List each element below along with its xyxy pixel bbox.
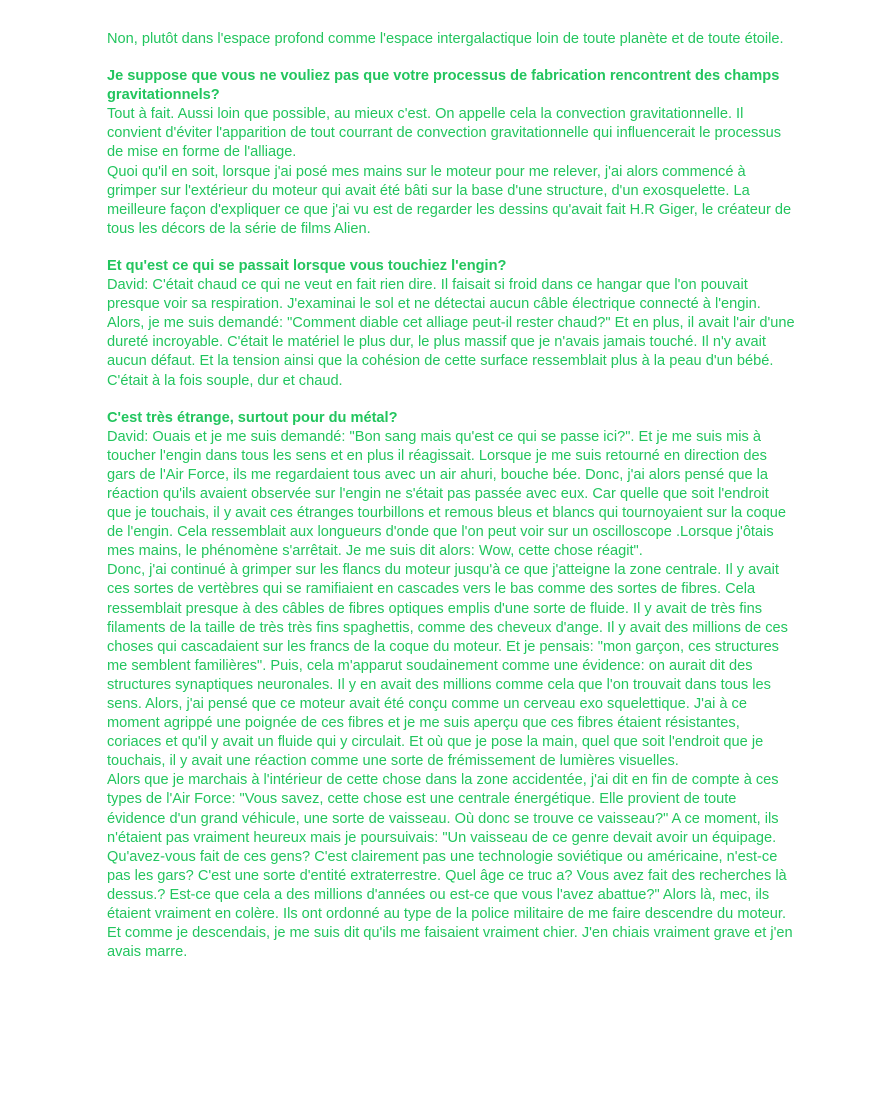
answer-paragraph: Quoi qu'il en soit, lorsque j'ai posé mes mains sur le moteur pour me relever, j'ai alors commencé à grimper sur l'extérieur du moteur qui avait été bâti sur la base d'une structure, d'un exosquelette. La meilleure façon d'expliquer ce que j'ai vu est de regarder les dessins qu'avait fait H.R Giger, le créateur de tous les décors de la série de films Alien. (107, 163, 792, 237)
question-heading: C'est très étrange, surtout pour du métal? (107, 409, 398, 426)
question-heading: Et qu'est ce qui se passait lorsque vous touchiez l'engin? (107, 257, 507, 274)
spacer (107, 49, 797, 67)
answer-paragraph: David: C'était chaud ce qui ne veut en fait rien dire. Il faisait si froid dans ce hangar que l'on pouvait presque voir sa respiration. J'examinai le sol et ne détectai aucun câble électrique connecté à l'engin. Alors, je me suis demandé: "Comment diable cet alliage peut-il rester chaud?" Et en plus, il avait l'air d'une dureté incroyable. C'était le matériel le plus dur, le plus massif que je n'avais jamais touché. Il n'y avait aucun défaut. Et la tension ainsi que la cohésion de cette surface ressemblait plus à la peau d'un bébé. C'était à la fois souple, dur et chaud. (107, 277, 795, 389)
document-page (107, 30, 797, 962)
intro-paragraph: Non, plutôt dans l'espace profond comme l'espace intergalactique loin de toute planète et de toute étoile. (107, 31, 784, 47)
answer-paragraph: Donc, j'ai continué à grimper sur les flancs du moteur jusqu'à ce que j'atteigne la zone centrale. Il y avait ces sortes de vertèbres qui se ramifiaient en cascades vers le bas comme des sortes de fibres. Cela ressemblait presque à des câbles de fibres optiques emplis d'une sorte de fluide. Il y avait de très fins filaments de la taille de très très fins spaghettis, comme des cheveux d'ange. Il y avait des millions de ces choses qui cascadaient sur les francs de la coque du moteur. Et je pensais: "mon garçon, ces structures me semblent familières". Puis, cela m'apparut soudainement comme une évidence: on aurait dit des structures synaptiques neuronales. Il y en avait des millions comme cela que l'on trouvait dans tous les sens. Alors, j'ai pensé que ce moteur avait été conçu comme un cerveau exo squelettique. J'ai à ce moment agrippé une poignée de ces fibres et je me suis aperçu que ces fibres étaient résistantes, coriaces et qu'il y avait un fluide qui y circulait. Et où que je pose la main, quel que soit l'endroit que je touchais, il y avait une réaction comme une sorte de frémissement de lumières visuelles. (107, 562, 788, 770)
spacer (107, 391, 797, 409)
answer-paragraph: Tout à fait. Aussi loin que possible, au mieux c'est. On appelle cela la convection gravitationnelle. Il convient d'éviter l'apparition de tout courrant de convection gravitationnelle qui influencerait le processus de mise en forme de l'alliage. (107, 106, 782, 161)
answer-paragraph: David: Ouais et je me suis demandé: "Bon sang mais qu'est ce qui se passe ici?". Et je me suis mis à toucher l'engin dans tous les sens et en plus il réagissait. Lorsque je me suis retourné en direction des gars de l'Air Force, ils me regardaient tous avec un air ahuri, bouche bée. Donc, j'ai alors pensé que la réaction qu'ils avaient observée sur l'engin ne s'était pas passée avec eux. Car quelle que soit l'endroit que je touchais, il y avait ces étranges tourbillons et remous bleus et blancs qui tournoyaient sur la coque de l'engin. Cela ressemblait aux longueurs d'onde que l'on peut voir sur un oscilloscope .Lorsque j'ôtais mes mains, le phénomène s'arrêtait. Je me suis dit alors: Wow, cette chose réagit". (107, 428, 787, 560)
question-heading: Je suppose que vous ne vouliez pas que votre processus de fabrication rencontrent des champs gravitationnels? (107, 68, 780, 104)
spacer (107, 239, 797, 257)
answer-paragraph: Alors que je marchais à l'intérieur de cette chose dans la zone accidentée, j'ai dit en fin de compte à ces types de l'Air Force: "Vous savez, cette chose est une centrale énergétique. Elle provient de toute évidence d'un grand véhicule, une sorte de vaisseau. Où donc se trouve ce vaisseau?" A ce moment, ils n'étaient pas vraiment heureux mais je poursuivais: "Un vaisseau de ce genre devait avoir un équipage. Qu'avez-vous fait de ces gens? C'est clairement pas une technologie soviétique ou américaine, n'est-ce pas les gars? C'est une sorte d'entité extraterrestre. Quel âge ce truc a? Vous avez fait des recherches là dessus.? Est-ce que cela a des millions d'années ou est-ce que vous l'avez abattue?" Alors là, mec, ils étaient vraiment en colère. Ils ont ordonné au type de la police militaire de me faire descendre du moteur. Et comme je descendais, je me suis dit qu'ils me faisaient vraiment chier. J'en chiais vraiment grave et j'en avais marre. (107, 772, 793, 961)
